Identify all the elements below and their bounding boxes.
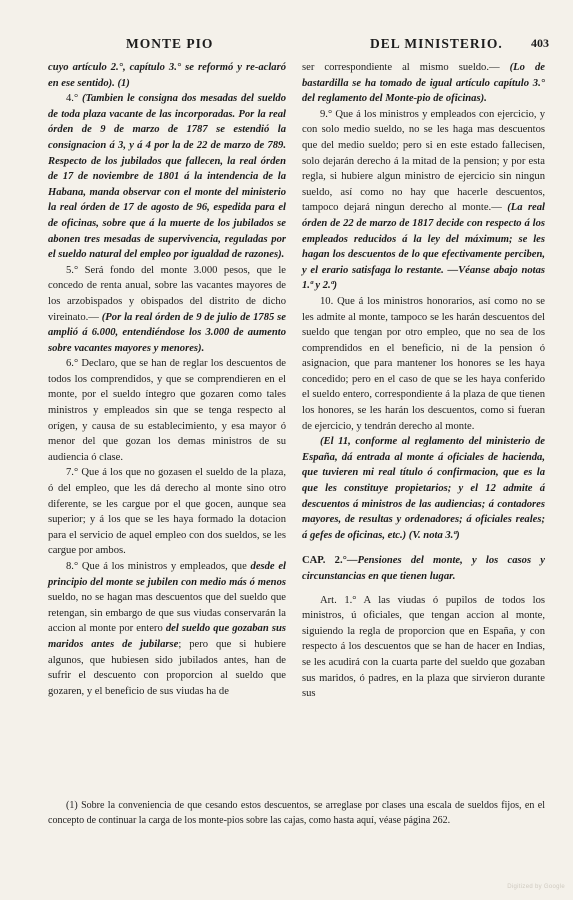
paragraph-text: 4.° xyxy=(66,93,82,105)
right-column xyxy=(302,60,545,702)
page-number: 403 xyxy=(531,36,549,50)
paragraph-text: 7.° Que á los que no gozasen el sueldo de la plaza, ó del empleo, que les dá derecho al monte sino otro diferente, se les cargue por el que gocen, aunque sea superior; y á los que se les haya formado la dotacion para el servicio de aquel empleo con dos sueldos, se les cargue por ambos. xyxy=(48,467,286,557)
paragraph-text: del sueldo que gozaban sus maridos antes de jubilarse xyxy=(48,623,286,650)
right-column-articles xyxy=(302,60,545,543)
header-right-title: DEL MINISTERIO. xyxy=(370,36,503,51)
paragraph-text: ser correspondiente al mismo sueldo.— xyxy=(302,62,510,73)
paragraph xyxy=(302,107,545,294)
paragraph-text: desde el principio del monte se jubilen con medio más ó menos xyxy=(48,561,286,588)
left-column xyxy=(48,60,286,699)
paragraph xyxy=(48,559,286,699)
paragraph xyxy=(48,60,286,91)
paragraph-text: Art. 1.° A las viudas ó pupilos de todos los ministros, ú oficiales, que tengan accion al monte, siguiendo la regla de proporcion que en España, y con respecto á los descuentos que se han de hacer en Indias, se les acudirá con la cuarta parte del sueldo que gozaban sus maridos, ó padres, en la plaza que sirvieron durante sus xyxy=(302,594,545,700)
paragraph-text: (El 11, conforme al reglamento del ministerio de España, dá entrada al monte á oficiales de hacienda, que tuvieren mi real título ó confirmacion, que es la que les constituye propietarios; y el 12 admite á descuentos á ministros de las audiencias; á contadores mayores, de resultas y ordenadores; á oficiales reales; á gefes de oficinas, etc.) (V. nota 3.ª) xyxy=(302,436,545,541)
paragraph-text: 10. Que á los ministros honorarios, así como no se les admite al monte, tampoco se les harán descuentos del sueldo que tengan por otro empleo, que no sea de los comprendidos en el beneficio, ni de la pension ó asignacion, que para mantener los honores se les haya concedido; pero en el caso de que se les haya conferido el sueldo entero, correspondiente á la plaza de que tienen los honores, se les harán los descuentos, como si fueran de ejercicio, y tendrán derecho al monte. xyxy=(302,295,545,432)
paragraph-text: (Tambien le consigna dos mesadas del sueldo de toda plaza vacante de las incorporadas. Por la real órden de 9 de marzo de 1787 se estendió la consignacion á 3, y á 4 por la de 22 de marzo de 789. Respecto de los jubilados que fallecen, la real órden de 17 de noviembre de 1801 á la intendencia de la Habana, manda observar con el monte del ministerio la real órden de 17 de agosto de 96, espedida para el de oficinas, sobre que á la muerte de los jubilados se abonen tres mesadas de supervivencia, reguladas por el sueldo natural del empleo por igualdad de razones). xyxy=(48,93,286,261)
digitization-stamp: Digitized by Google xyxy=(507,884,565,890)
paragraph-text: 9.° Que á los ministros y empleados con ejercicio, y con solo medio sueldo, no se les haga mas descuentos que del medio sueldo; pero si en este estado fallecisen, solo dejarán derecho á la mitad de la pension; y por esta regla, si hubiere algun ministro de ejercicio sin ningun sueldo, así como no hay que hacerle descuentos, tampoco dejará ningun derecho al monte.— xyxy=(302,108,545,214)
paragraph-text: (La real órden de 22 de marzo de 1817 decide con respecto á los empleados reducidos á la ley del máximum; se les hagan los descuentos de lo que efectivamente perciben, y el erario satisfaga lo restante. —Véanse abajo notas 1.ª y 2.ª) xyxy=(302,202,546,292)
paragraph-text: cuyo artículo 2.°, capítulo 3.° se reformó y re-aclaró en ese sentido). (1) xyxy=(48,62,286,89)
paragraph-text: 8.° Que á los ministros y empleados, que xyxy=(66,561,251,572)
paragraph xyxy=(302,294,545,434)
paragraph-text: (Por la real órden de 9 de julio de 1785 se amplió á 6.000, entendiéndose los 3.000 de aumento sobre vacantes mayores y menores). xyxy=(48,311,286,354)
paragraph xyxy=(48,263,286,357)
chapter-heading xyxy=(302,553,545,584)
footnote: (1) Sobre la conveniencia de que cesando estos descuentos, se arreglase por clases una escala de sueldos fijos, en el concepto de continuar la carga de los monte-pios sobre las cajas, como hasta aquí, véase página 262. xyxy=(48,800,545,826)
paragraph xyxy=(48,465,286,559)
chapter-number: CAP. 2.°— xyxy=(302,555,358,567)
paragraph xyxy=(48,91,286,263)
paragraph-text: 6.° Declaro, que se han de reglar los descuentos de todos los comprendidos, y que se comprendieren en el monte, por el sueldo íntegro que gozaren como tales ministros y empleados sin que se tenga respecto al orígen, y causa de su establecimiento, y esa mayor ó menor del que gozan los demas ministros de su audiencia ó clase. xyxy=(48,358,286,463)
right-column-chapter-text xyxy=(302,593,545,702)
paragraph xyxy=(48,356,286,465)
paragraph xyxy=(302,60,545,107)
paragraph xyxy=(302,593,545,702)
running-header xyxy=(48,36,549,54)
paragraph-text: 5.° Será fondo del monte 3.000 pesos, que le concedo de renta anual, sobre las vacantes mayores de los arzobispados y obispados del distrito de dicho vireinato.— xyxy=(48,264,286,323)
header-left-title: MONTE PIO xyxy=(126,36,214,51)
chapter-title: Pensiones del monte, y los casos y circunstancias en que tienen lugar. xyxy=(302,555,545,582)
paragraph-text: sueldo, no se hagan mas descuentos que del sueldo que retengan, sin embargo de que sus viudas conservarán la accion al monte por entero xyxy=(48,592,286,635)
paragraph xyxy=(302,434,545,543)
paragraph-text: ; pero que si hubiere algunos, que hubiesen sido jubilados antes, han de sufrir el descuento con proporcion al sueldo que gozaren, y el beneficio de sus viudas ha de xyxy=(48,638,286,697)
paragraph-text: (Lo de bastardilla se ha tomado de igual artículo capítulo 3.° del reglamento del Monte-pio de oficinas). xyxy=(302,62,546,105)
